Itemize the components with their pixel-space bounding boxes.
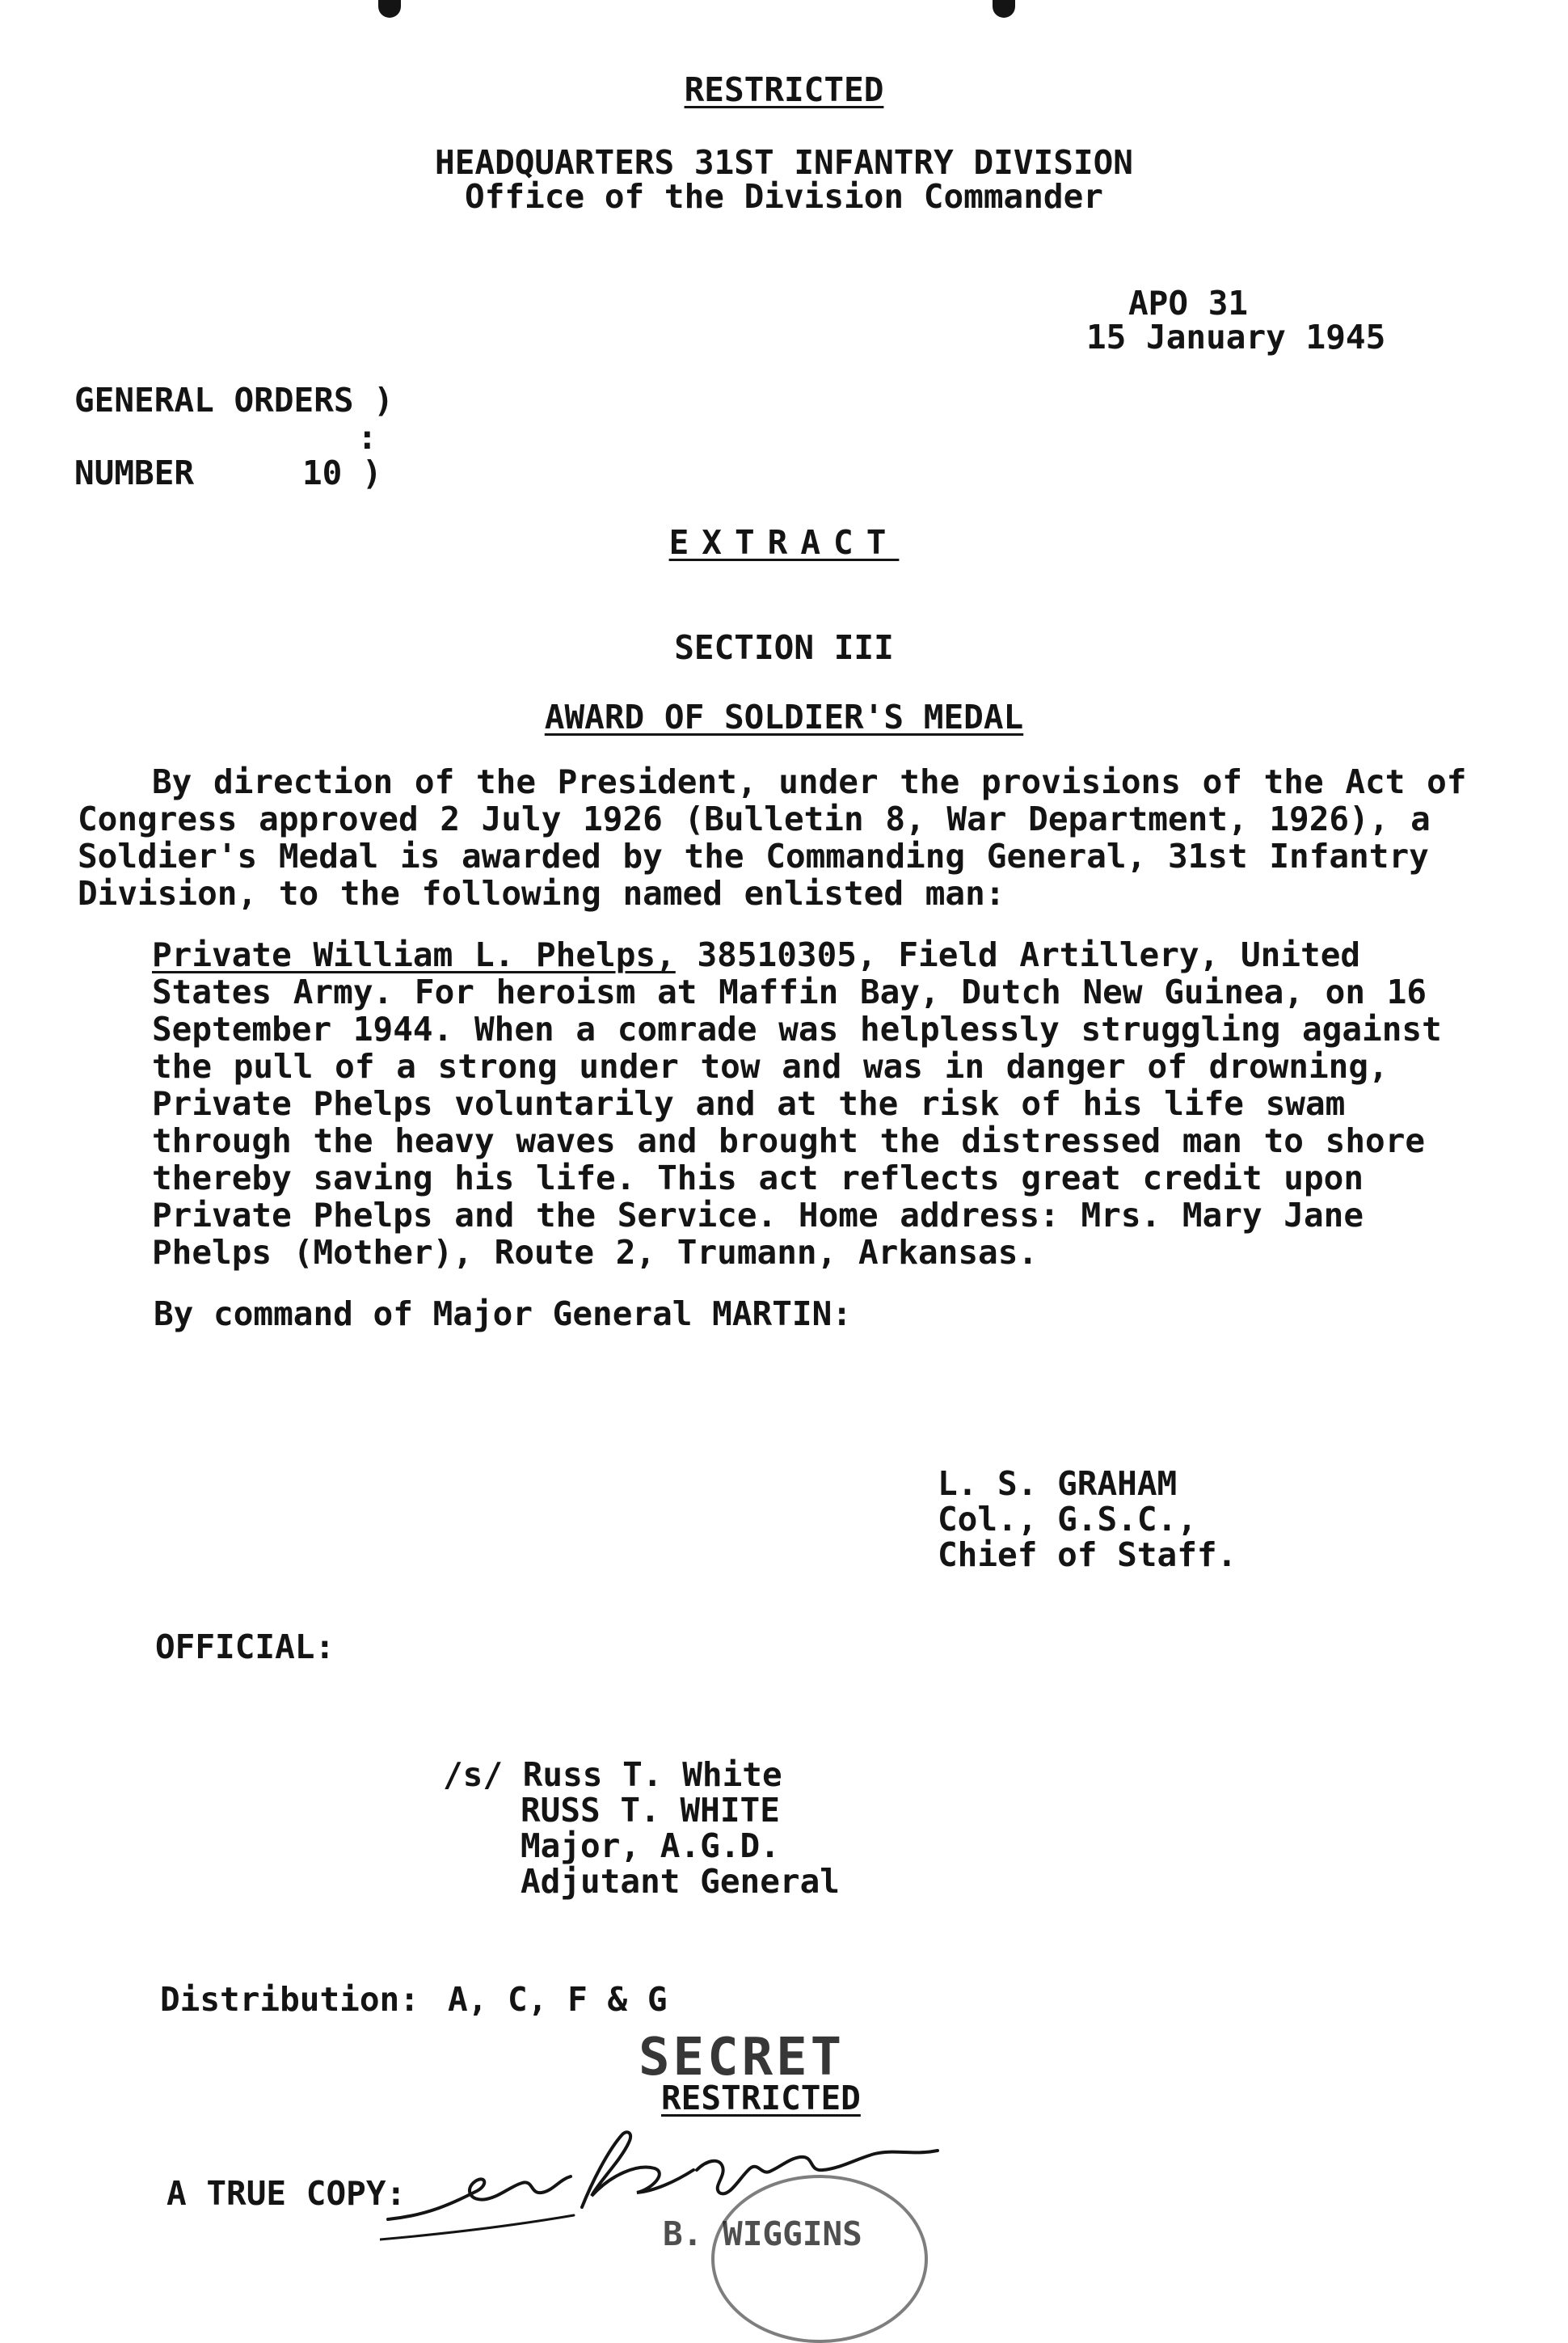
general-orders-label: GENERAL ORDERS ) [74,381,394,420]
orders-colon: : [357,418,377,457]
signer-rank: Col., G.S.C., [938,1500,1197,1539]
true-copy-label: A TRUE COPY: [166,2174,407,2213]
award-title: AWARD OF SOLDIER'S MEDAL [544,698,1024,737]
secret-stamp: SECRET [639,2028,845,2088]
punch-hole-right-mark [993,0,1015,18]
awardee-name: Private William L. Phelps, [152,935,676,974]
restricted-footer: RESTRICTED [661,2079,861,2117]
distribution-value: A, C, F & G [448,1980,668,2019]
adjutant-name: RUSS T. WHITE [521,1791,780,1830]
office-heading: Office of the Division Commander [465,177,1103,216]
adjutant-signed: /s/ Russ T. White [443,1755,782,1794]
signer-name: L. S. GRAHAM [938,1464,1178,1503]
section-heading: SECTION III [674,628,894,667]
by-command-line: By command of Major General MARTIN: [154,1294,852,1333]
citation-text: 38510305, Field Artillery, United States Army. For heroism at Maffin Bay, Dutch New Guinea, on 16 September 1944. When a comrade was helplessly struggling against the pull of a strong under tow and was in danger of drowning, Private Phelps voluntarily and at the risk of his life swam through the heavy waves and brought the distressed man to shore thereby saving his life. This act reflects great credit upon Private Phelps and the Service. Home address: Mrs. Mary Jane Phelps (Mother), Route 2, Trumann, Arkansas. [152,935,1442,1272]
number-label: NUMBER [74,454,195,492]
restricted-heading: RESTRICTED [684,70,884,109]
citation-paragraph [152,936,1477,1271]
official-label: OFFICIAL: [155,1627,335,1666]
punch-hole-left-mark [378,0,401,18]
certifier-stamp-outline [711,2175,928,2343]
direction-paragraph: By direction of the President, under the provisions of the Act of Congress approved 2 July 1926 (Bulletin 8, War Department, 1926), a Soldier's Medal is awarded by the Commanding General, 31st Infantry Division, to the following named enlisted man: [78,762,1467,913]
signer-title: Chief of Staff. [938,1535,1237,1574]
apo-number: APO 31 [1128,284,1249,323]
order-date: 15 January 1945 [1086,318,1386,357]
extract-title: EXTRACT [668,523,900,562]
headquarters-heading: HEADQUARTERS 31ST INFANTRY DIVISION [435,143,1133,182]
distribution-label: Distribution: [160,1980,419,2019]
adjutant-rank: Major, A.G.D. [521,1826,780,1865]
number-value: 10 ) [302,454,382,492]
certifier-name: B. WIGGINS [663,2214,862,2253]
adjutant-title: Adjutant General [521,1862,840,1901]
